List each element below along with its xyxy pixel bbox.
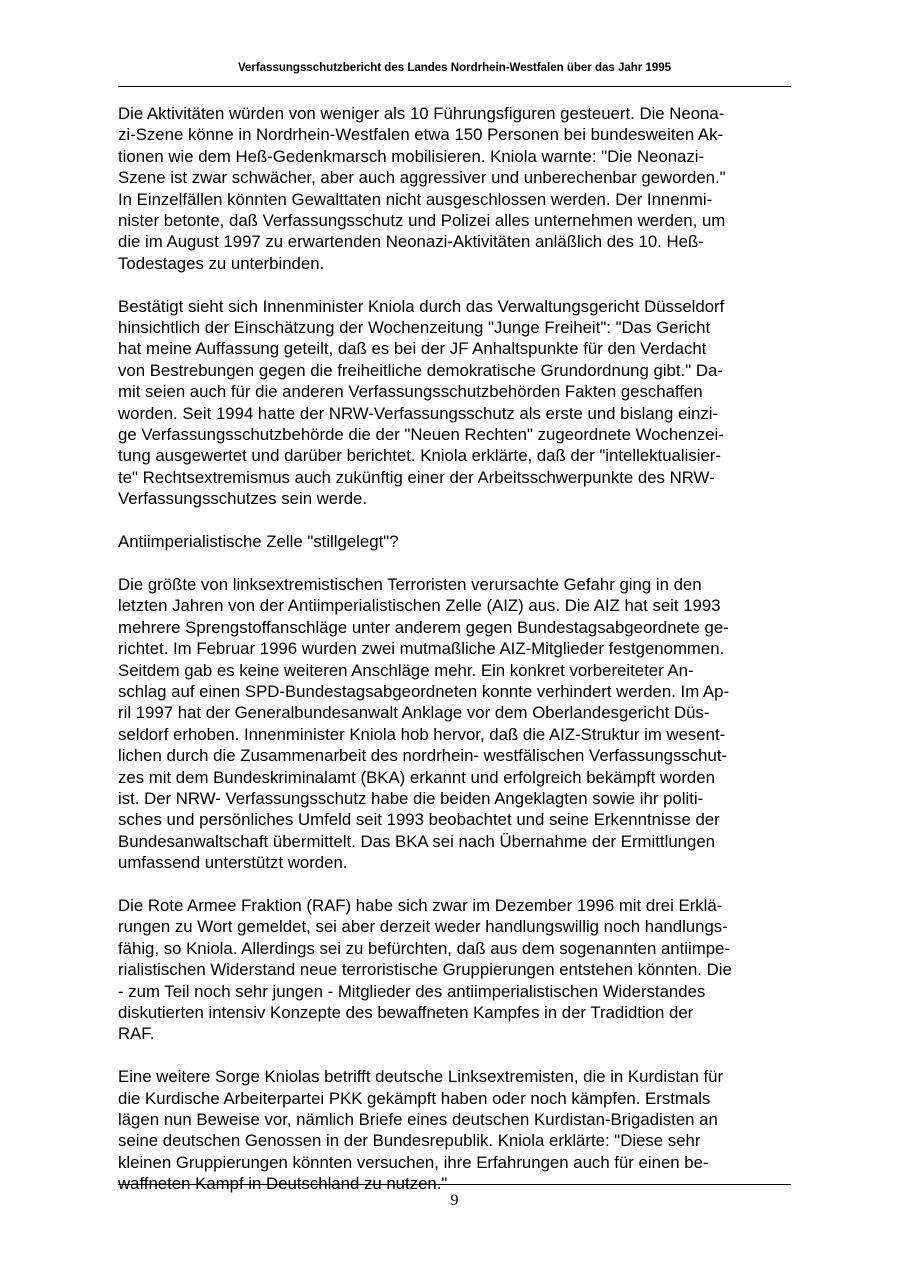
text-line: Verfassungsschutzes sein werde. — [118, 489, 368, 509]
text-line: ist. Der NRW- Verfassungsschutz habe die beiden Angeklagten sowie ihr politi- — [118, 788, 704, 808]
text-line: Eine weitere Sorge Kniolas betrifft deutsche Linksextremisten, die in Kurdistan für — [118, 1067, 724, 1087]
text-line: Bestätigt sieht sich Innenminister Kniola durch das Verwaltungsgericht Düsseldorf — [118, 296, 725, 316]
text-line: schlag auf einen SPD-Bundestagsabgeordneten konnte verhindert werden. Im Ap- — [118, 681, 730, 701]
paragraph — [118, 296, 791, 510]
text-line: Die größte von linksextremistischen Terroristen verursachte Gefahr ging in den — [118, 574, 702, 594]
text-line: seine deutschen Genossen in der Bundesrepublik. Kniola erklärte: "Diese sehr — [118, 1131, 701, 1151]
text-line: diskutierten intensiv Konzepte des bewaffneten Kampfes in der Tradidtion der — [118, 1003, 694, 1022]
text-line: hinsichtlich der Einschätzung der Wochenzeitung "Junge Freiheit": "Das Gericht — [118, 318, 711, 338]
paragraph — [118, 895, 791, 1045]
text-line: RAF. — [118, 1024, 155, 1044]
text-line: zi-Szene könne in Nordrhein-Westfalen etwa 150 Personen bei bundesweiten Ak- — [118, 125, 724, 145]
text-line: hat meine Auffassung geteilt, daß es bei der JF Anhaltspunkte für den Verdacht — [118, 339, 707, 359]
text-line: tionen wie dem Heß-Gedenkmarsch mobilisieren. Kniola warnte: "Die Neonazi- — [118, 146, 705, 166]
text-line: Die Rote Armee Fraktion (RAF) habe sich zwar im Dezember 1996 mit drei Erklä- — [118, 895, 723, 915]
text-line: die Kurdische Arbeiterpartei PKK gekämpft haben oder noch kämpfen. Erstmals — [118, 1088, 711, 1108]
text-line: richtet. Im Februar 1996 wurden zwei mutmaßliche AIZ-Mitglieder festgenommen. — [118, 639, 725, 659]
text-line: mehrere Sprengstoffanschläge unter anderem gegen Bundestagsabgeordnete ge- — [118, 617, 729, 637]
text-line: ge Verfassungsschutzbehörde die der "Neuen Rechten" zugeordnete Wochenzei- — [118, 425, 724, 445]
text-line: Die Aktivitäten würden von weniger als 10 Führungsfiguren gesteuert. Die Neona- — [118, 104, 725, 123]
text-line: worden. Seit 1994 hatte der NRW-Verfassungsschutz als erste und bislang einzi- — [118, 403, 719, 423]
text-line: rungen zu Wort gemeldet, sei aber derzeit weder handlungswillig noch handlungs- — [118, 917, 728, 937]
text-line: seldorf erhoben. Innenminister Kniola hob hervor, daß die AIZ-Struktur im wesent- — [118, 724, 726, 744]
paragraph — [118, 103, 791, 274]
text-line: lägen nun Beweise vor, nämlich Briefe eines deutschen Kurdistan-Brigadisten an — [118, 1110, 718, 1130]
text-line: Szene ist zwar schwächer, aber auch aggressiver und unberechenbar geworden." — [118, 168, 726, 188]
text-line: von Bestrebungen gegen die freiheitliche demokratische Grundordnung gibt." Da- — [118, 360, 723, 380]
text-line: mit seien auch für die anderen Verfassungsschutzbehörden Fakten geschaffen — [118, 382, 703, 402]
text-line: In Einzelfällen könnten Gewalttaten nicht ausgeschlossen werden. Der Innenmi- — [118, 189, 713, 209]
footer-rule — [118, 1184, 791, 1185]
page-header-title: Verfassungsschutzbericht des Landes Nordrhein-Westfalen über das Jahr 1995 — [237, 62, 672, 74]
text-line: Todestages zu unterbinden. — [118, 253, 325, 273]
text-line: fähig, so Kniola. Allerdings sei zu befürchten, daß aus dem sogenannten antiimpe- — [118, 938, 730, 958]
paragraph — [118, 1066, 791, 1194]
text-line: waffneten Kampf in Deutschland zu nutzen." — [118, 1174, 448, 1194]
text-line: zes mit dem Bundeskriminalamt (BKA) erkannt und erfolgreich bekämpft worden — [118, 767, 715, 787]
page-number: 9 — [450, 1192, 459, 1209]
section-heading — [118, 531, 791, 552]
text-line: - zum Teil noch sehr jungen - Mitglieder des antiimperialistischen Widerstandes — [118, 981, 706, 1001]
text-line: ril 1997 hat der Generalbundesanwalt Anklage vor dem Oberlandesgericht Düs- — [118, 703, 710, 723]
text-line: umfassend unterstützt worden. — [118, 853, 348, 873]
text-line: lichen durch die Zusammenarbeit des nordrhein- westfälischen Verfassungsschut- — [118, 746, 728, 766]
text-line: nister betonte, daß Verfassungsschutz und Polizei alles unternehmen werden, um — [118, 211, 726, 231]
text-line: kleinen Gruppierungen könnten versuchen, ihre Erfahrungen auch für einen be- — [118, 1152, 709, 1172]
document-body — [118, 103, 791, 1216]
text-line: sches und persönliches Umfeld seit 1993 beobachtet und seine Erkenntnisse der — [118, 810, 720, 830]
text-line: Antiimperialistische Zelle "stillgelegt"? — [118, 532, 399, 552]
text-line: tung ausgewertet und darüber berichtet. Kniola erklärte, daß der "intellektualisier- — [118, 446, 721, 466]
text-line: te" Rechtsextremismus auch zukünftig einer der Arbeitsschwerpunkte des NRW- — [118, 467, 715, 487]
text-line: rialistischen Widerstand neue terroristische Gruppierungen entstehen könnten. Die — [118, 960, 732, 980]
text-line: letzten Jahren von der Antiimperialistischen Zelle (AIZ) aus. Die AIZ hat seit 1993 — [118, 596, 721, 616]
text-line: die im August 1997 zu erwartenden Neonazi-Aktivitäten anläßlich des 10. Heß- — [118, 232, 704, 252]
header-rule — [118, 86, 791, 87]
text-line: Bundesanwaltschaft übermittelt. Das BKA sei nach Übernahme der Ermittlungen — [118, 831, 715, 851]
paragraph — [118, 574, 791, 874]
text-line: Seitdem gab es keine weiteren Anschläge mehr. Ein konkret vorbereiteter An- — [118, 660, 694, 680]
